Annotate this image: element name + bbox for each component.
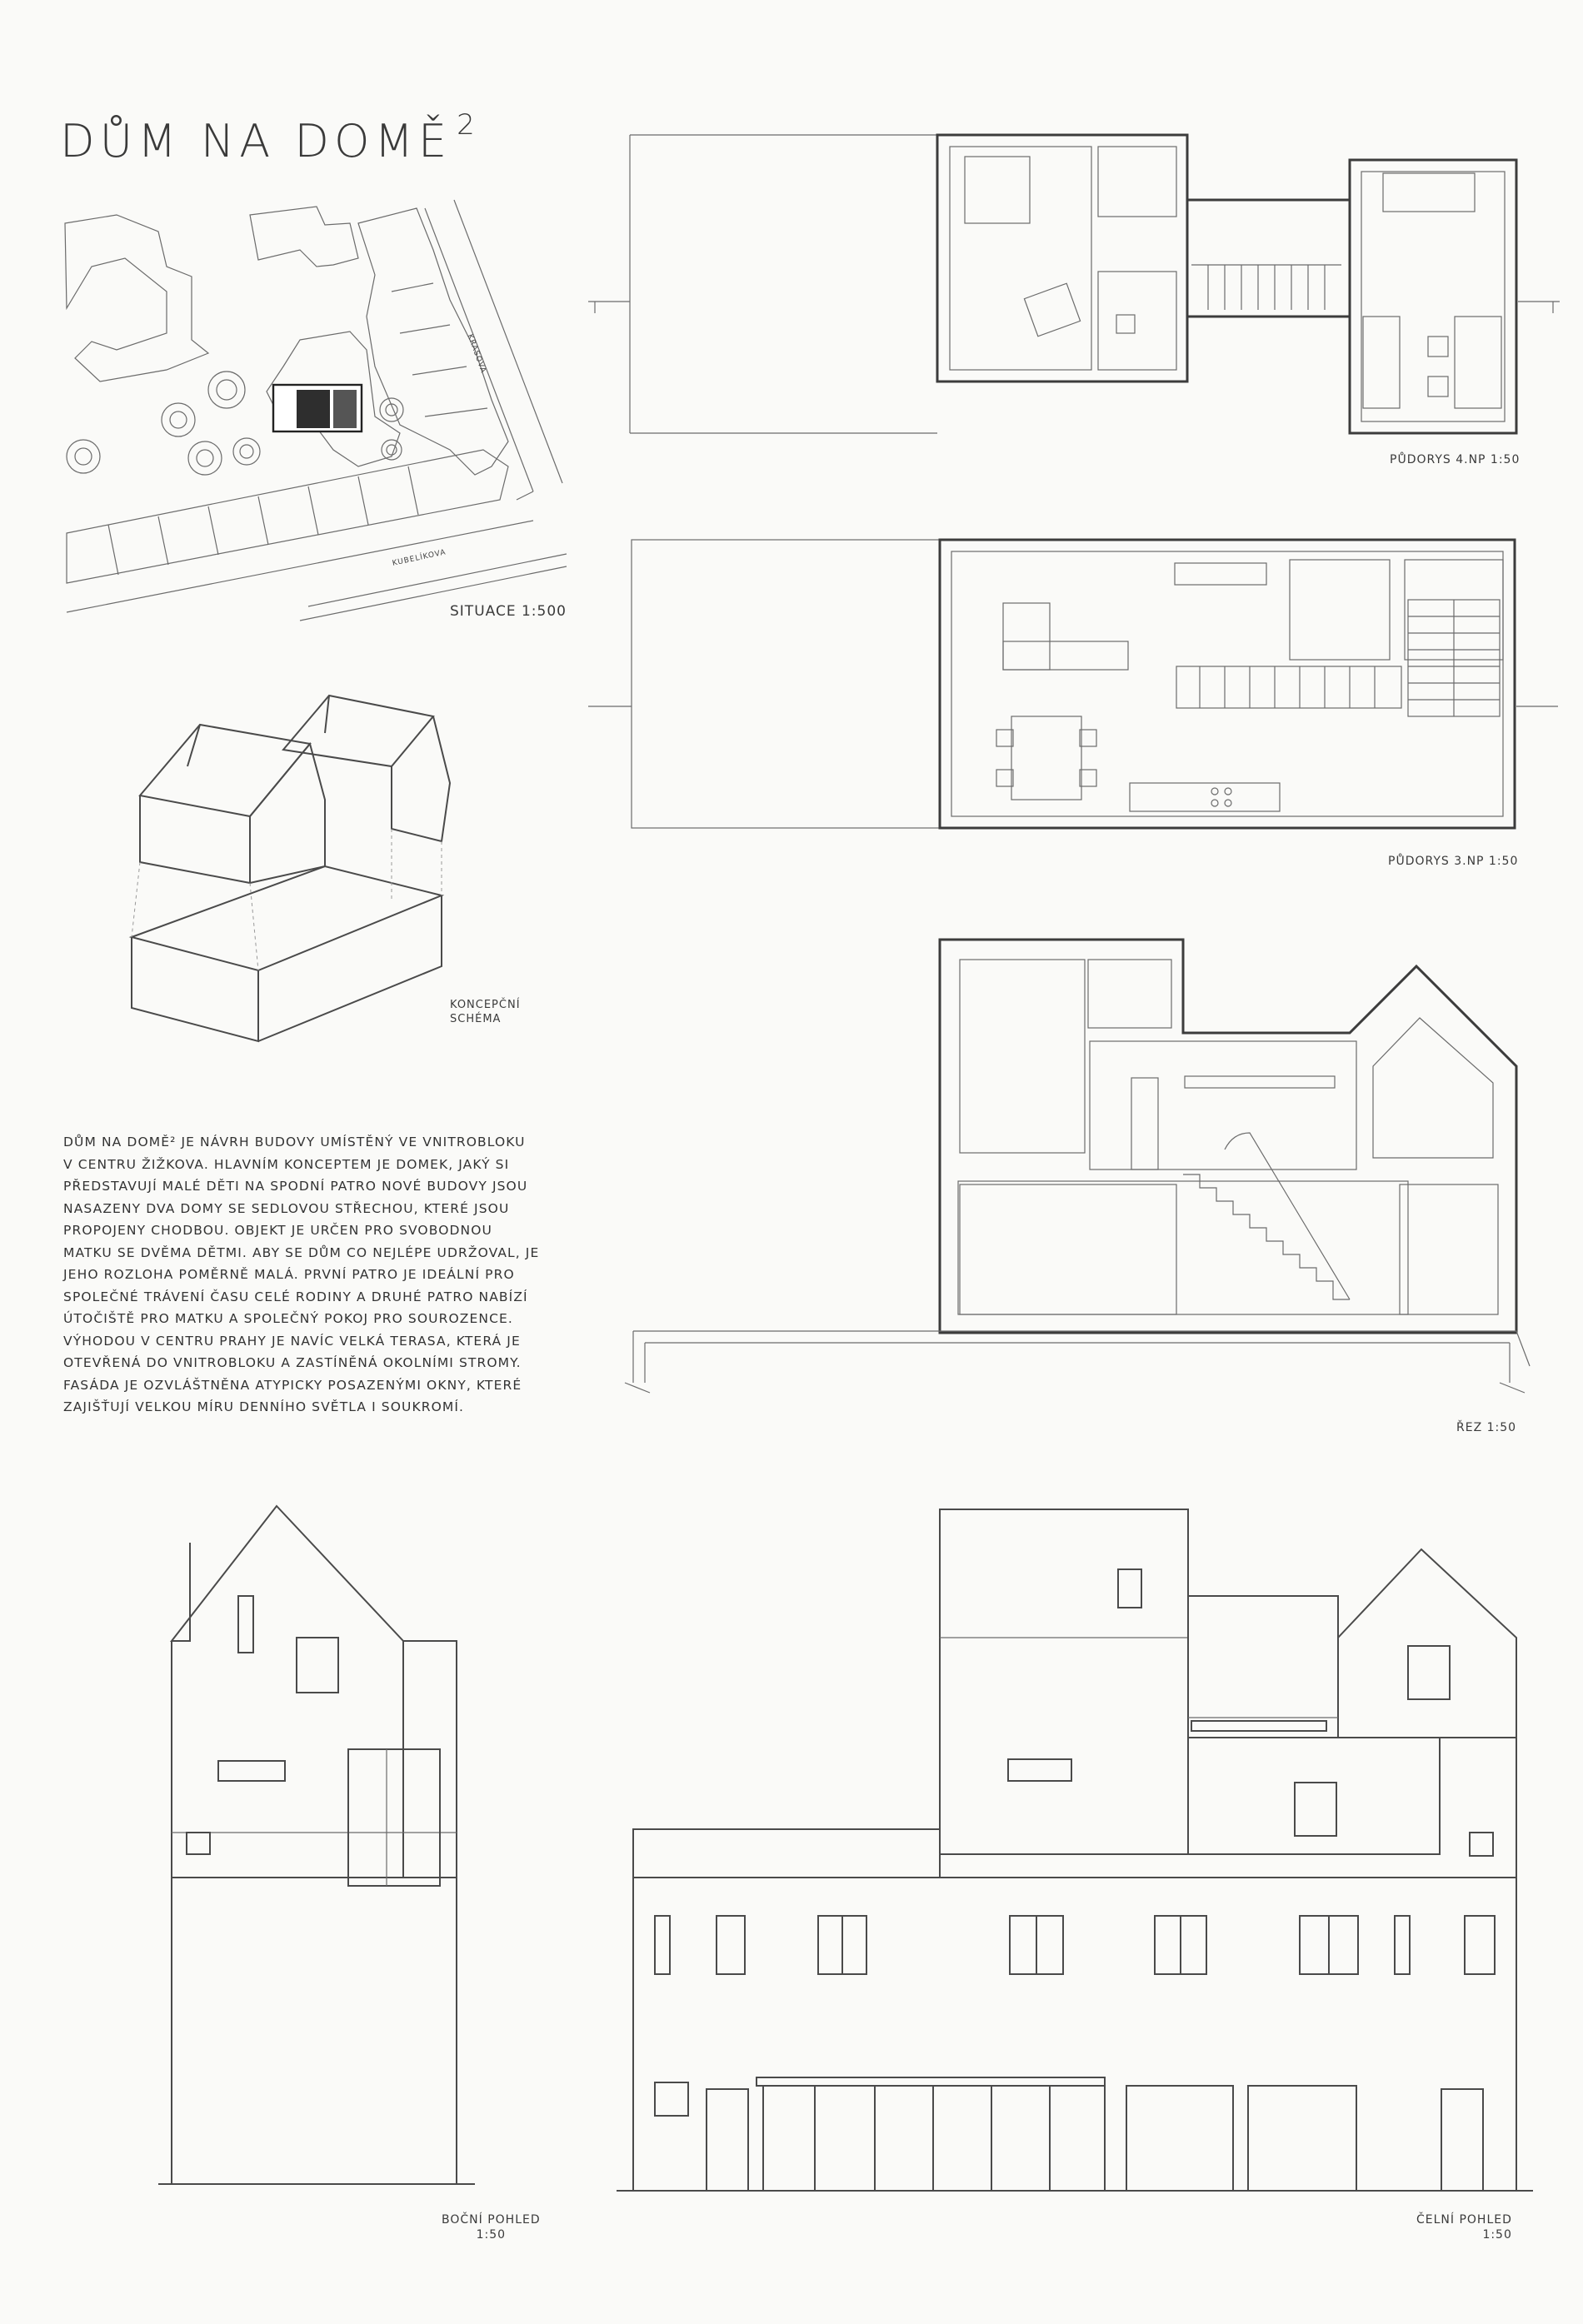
label-situace: SITUACE 1:500 (450, 603, 567, 620)
street-name-north: KRASOVA (465, 333, 487, 375)
description-line: MATKU SE DVĚMA DĚTMI. ABY SE DŮM CO NEJLÉPE UDRŽOVAL, JE (63, 1244, 540, 1260)
project-title-superscript: 2 (457, 108, 480, 142)
section-rez (625, 940, 1530, 1393)
project-title-text: DŮM NA DOMĚ (60, 115, 452, 167)
street-name-south: KUBELÍKOVA (392, 548, 447, 568)
label-podorys-4np: PŮDORYS 4.NP 1:50 (1390, 453, 1521, 466)
label-koncept-line1: KONCEPČNÍ (450, 999, 521, 1011)
description-line: PROPOJENY CHODBOU. OBJEKT JE URČEN PRO SVOBODNOU (63, 1223, 492, 1238)
label-celni-line2: 1:50 (1482, 2228, 1512, 2242)
label-bocni-line2: 1:50 (476, 2228, 507, 2242)
description-line: OTEVŘENÁ DO VNITROBLOKU A ZASTÍNĚNÁ OKOLNÍMI STROMY. (63, 1355, 522, 1370)
site-plan (65, 200, 567, 621)
floor-plan-4np (588, 135, 1560, 433)
description-line: JEHO ROZLOHA POMĚRNĚ MALÁ. PRVNÍ PATRO JE IDEÁLNÍ PRO (63, 1267, 515, 1282)
label-bocni-line1: BOČNÍ POHLED (442, 2213, 541, 2227)
label-rez: ŘEZ 1:50 (1456, 1421, 1517, 1434)
side-elevation (158, 1506, 475, 2184)
label-podorys-3np: PŮDORYS 3.NP 1:50 (1388, 855, 1519, 868)
description-line: SPOLEČNÉ TRÁVENÍ ČASU CELÉ RODINY A DRUHÉ PATRO NABÍZÍ (63, 1289, 528, 1304)
concept-scheme (132, 696, 450, 1041)
label-celni-line1: ČELNÍ POHLED (1416, 2213, 1512, 2227)
description-line: NASAZENY DVA DOMY SE SEDLOVOU STŘECHOU, KTERÉ JSOU (63, 1200, 510, 1216)
label-bocni-pohled (442, 2212, 541, 2242)
project-description (63, 1131, 555, 1419)
description-line: VÝHODOU V CENTRU PRAHY JE NAVÍC VELKÁ TERASA, KTERÁ JE (63, 1333, 521, 1349)
description-line: PŘEDSTAVUJÍ MALÉ DĚTI NA SPODNÍ PATRO NOVÉ BUDOVY JSOU (63, 1179, 528, 1194)
floor-plan-3np (588, 540, 1558, 828)
description-line: DŮM NA DOMĚ² JE NÁVRH BUDOVY UMÍSTĚNÝ VE VNITROBLOKU (63, 1135, 526, 1150)
label-koncept-line2: SCHÉMA (450, 1013, 502, 1025)
label-koncept (450, 998, 521, 1026)
description-line: ZAJIŠŤUJÍ VELKOU MÍRU DENNÍHO SVĚTLA I SOUKROMÍ. (63, 1399, 465, 1414)
front-elevation (617, 1509, 1533, 2191)
description-line: V CENTRU ŽIŽKOVA. HLAVNÍM KONCEPTEM JE DOMEK, JAKÝ SI (63, 1156, 510, 1172)
label-celni-pohled (1416, 2212, 1512, 2242)
description-line: FASÁDA JE OZVLÁŠTNĚNA ATYPICKY POSAZENÝMI OKNY, KTERÉ (63, 1377, 522, 1393)
description-line: ÚTOČIŠTĚ PRO MATKU A SPOLEČNÝ POKOJ PRO SOUROZENCE. (63, 1311, 513, 1326)
